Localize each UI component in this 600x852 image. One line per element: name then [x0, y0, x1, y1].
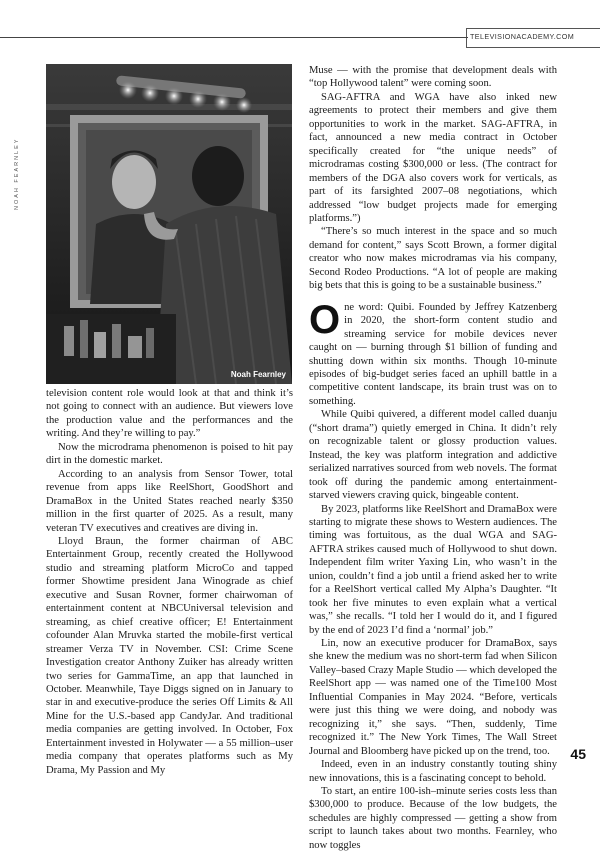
feature-photo: [46, 64, 292, 384]
left-paragraph: Now the microdrama phenomenon is poised to hit pay dirt in the domestic market.: [46, 441, 293, 467]
right-paragraph: To start, an entire 100-ish–minute series costs less than $300,000 to produce. Because of the low budgets, the schedules are highly compressed — getting a show from script to launch takes about two months. Fearnley, who now toggles: [309, 786, 557, 851]
right-paragraph: By 2023, platforms like ReelShort and DramaBox were starting to migrate these shows to Western audiences. The timing was fortuitous, as the dual WGA and SAG-AFTRA strikes caused much of Hollywood to shut down. Independent film writer Yaxing Lin, who wasn’t in the union, couldn’t find a job until a friend asked her to write for a ReelShort vertical called My Alpha’s Daughter. “It took her five minutes to even explain what a vertical was,” she recalls. “I told her I would do it, and I figured by the end of 2023 I’d find a ‘normal’ job.”: [309, 503, 557, 636]
site-url: TELEVISIONACADEMY.COM: [470, 32, 575, 41]
right-paragraph: While Quibi quivered, a different model called duanju (“short drama”) quietly emerged in China. It didn’t rely on recognizable talent or glossy production values. Instead, the key was platform integration and addictive serialized narratives sourced from web novels. The format took off during the pandemic among entertainment-starved viewers craving quick, bingeable content.: [309, 409, 557, 502]
left-column: [46, 387, 293, 777]
mirror-scene-illustration: [46, 64, 292, 384]
photo-credit: Noah Fearnley: [230, 370, 286, 379]
photo-side-credit: NOAH FEARNLEY: [14, 137, 20, 210]
page-number: 45: [570, 746, 586, 762]
right-paragraph: Muse — with the promise that development deals with “top Hollywood talent” were coming soon.: [309, 65, 557, 90]
section-opening-paragraph: [309, 297, 557, 409]
left-paragraph: According to an analysis from Sensor Tower, total revenue from apps like ReelShort, GoodShort and DramaBox in the United States reached nearly $350 million in the first quarter of 2025. As a result, many veteran TV executives and creatives are diving in.: [46, 468, 293, 534]
right-paragraph: Lin, now an executive producer for DramaBox, says she knew the medium was no short-term fad when Silicon Valley–based Crazy Maple Studio — which developed the ReelShort app — was named one of the Time100 Most Influential Companies in May 2024. “Before, verticals were just this thing we were doing, and nobody was recognizing it,” she says. “Then, suddenly, Time recognized it.” The New York Times, The Wall Street Journal and Bloomberg have picked up on the trend, too.: [309, 638, 558, 757]
left-paragraph: Lloyd Braun, the former chairman of ABC Entertainment Group, recently created the Hollywood studio and streaming platform MicroCo and tapped former Showtime president Jana Winograde as chief executive and Susan Rovner, former chairwoman of entertainment content at NBCUniversal television and streaming, as chief creative officer; E! Entertainment cofounder Alan Mruvka started the mobile-first vertical streamer Verza TV in November. CSI: Crime Scene Investigation creator Anthony Zuiker has already written two series for GammaTime, an app that launched in October. Meanwhile, Taye Diggs signed on in January to star in and executive-produce the series Off Limits & All Mine for the U.S.-based app CandyJar. And traditional media companies are getting involved. In October, Fox Entertainment invested in Holywater — a 55 million–user media company that operates platforms such as My Drama, My Passion and My: [46, 535, 293, 776]
header-rule: [0, 37, 468, 38]
left-paragraph: television content role would look at that and think it’s not going to connect with an audience. But viewers love the production value and the performances and the writing. And they’re willing to pay.”: [46, 388, 293, 440]
drop-cap: O: [309, 297, 341, 342]
right-column: [309, 64, 557, 852]
right-paragraph: “There’s so much interest in the space and so much demand for content,” says Scott Brown, a former digital creator who now makes microdramas via his company, Second Rodeo Productions. “A lot of people are making big bets that this is going to be a sustainable business.”: [309, 226, 557, 292]
right-paragraph: Indeed, even in an industry constantly touting shiny new innovations, this is a fascinating concept to behold.: [309, 759, 557, 784]
right-paragraph: SAG-AFTRA and WGA have also inked new agreements to protect their members and give them opportunities to work in the market. SAG-AFTRA, in fact, announced a new media contract in October specifically created for “the unique needs” of microdramas costing $300,000 or less. (The contract for members of the DGA also covers work for verticals, as part of its farsighted 2007–08 negotiations, which addressed “low budget projects made for emerging platforms.”): [309, 91, 557, 224]
section-opening-text: ne word: Quibi. Founded by Jeffrey Katzenberg in 2020, the short-form content studio and streaming service for mobile devices never caught on — burning through $1 billion of funding and shutting down within six months. Though 10-minute episodes of big-budget series faced an uphill battle in a competitive content landscape, its brain trust was on to something.: [309, 301, 557, 407]
